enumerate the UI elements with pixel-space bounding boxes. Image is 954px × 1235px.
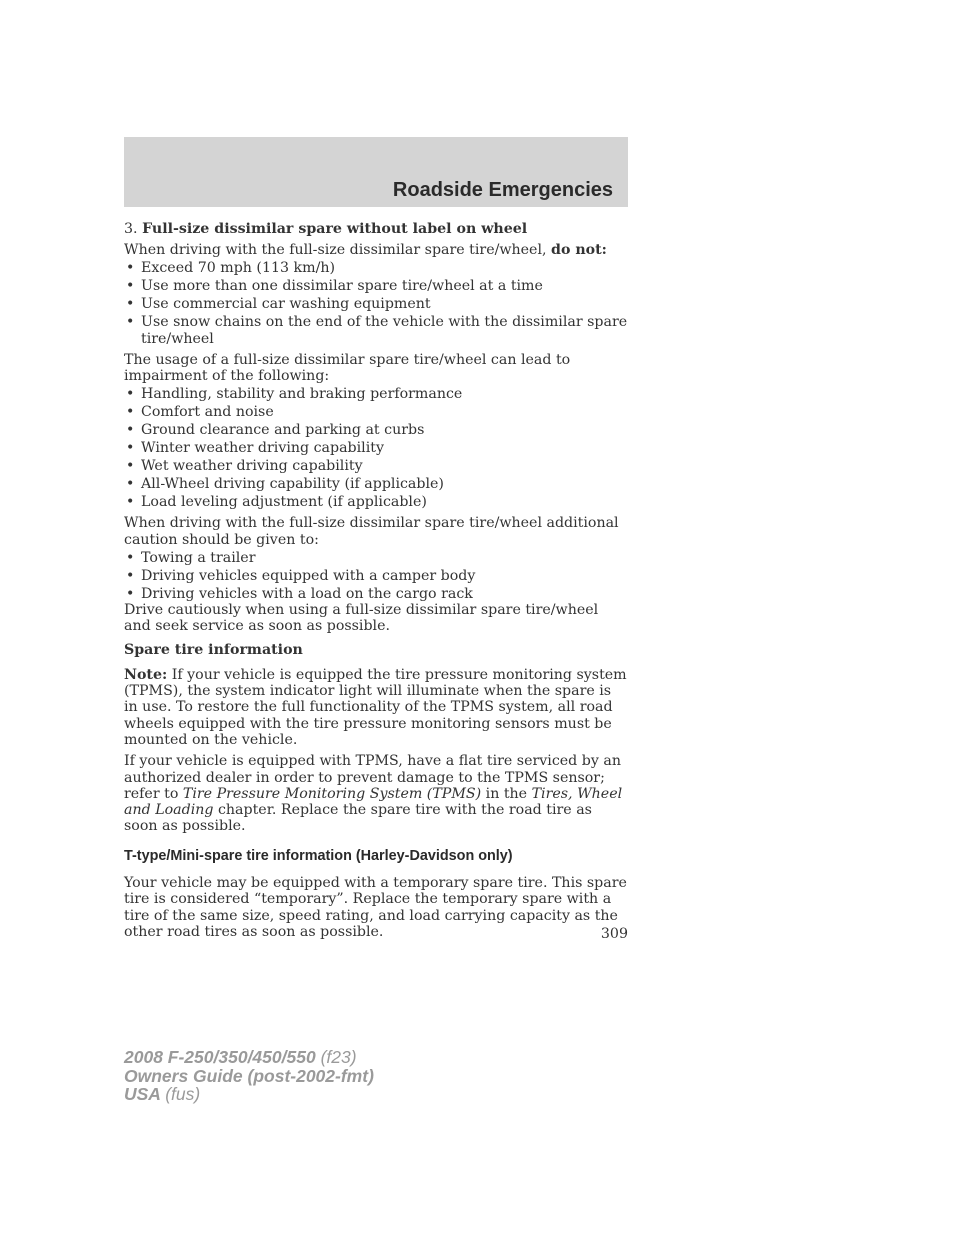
footer-line-region [124, 1085, 374, 1104]
caution-list [124, 550, 629, 602]
donts-list [124, 260, 629, 347]
list-item: • Exceed 70 mph (113 km/h) [124, 260, 629, 276]
footer-line-guide [124, 1067, 374, 1086]
list-item: • Comfort and noise [124, 404, 629, 420]
closing-paragraph: Drive cautiously when using a full-size dissimilar spare tire/wheel and seek service as soon as possible. [124, 601, 599, 635]
impairment-intro: The usage of a full-size dissimilar spare tire/wheel can lead to impairment of the following: [124, 351, 571, 385]
list-item: • Towing a trailer [124, 550, 629, 566]
page-content [124, 221, 629, 940]
tpms-text: chapter. Replace the spare tire with the road tire as soon as possible. [124, 802, 592, 835]
spare-info-heading-text: Spare tire information [124, 642, 303, 659]
list-item: • Use snow chains on the end of the vehicle with the dissimilar spare tire/wheel [124, 314, 629, 347]
footer-region-code: (fus) [165, 1084, 201, 1104]
chapter-reference: Tires, Wheel and Loading [124, 785, 623, 819]
list-item: • Load leveling adjustment (if applicable) [124, 494, 629, 510]
donts-intro [124, 242, 629, 258]
footer-model: 2008 F-250/350/450/550 [124, 1047, 316, 1067]
page-number: 309 [600, 926, 628, 942]
tpms-paragraph [124, 753, 629, 834]
caution-intro: When driving with the full-size dissimilar spare tire/wheel additional caution should be given to: [124, 515, 619, 548]
section-header-title: Roadside Emergencies [392, 179, 613, 201]
list-item: • Handling, stability and braking performance [124, 386, 629, 402]
section-number: 3. [124, 221, 138, 237]
ttype-heading: T-type/Mini-spare tire information (Harley-Davidson only) [124, 847, 513, 864]
spare-info-heading [124, 642, 629, 658]
donts-intro-bold: do not: [551, 242, 607, 259]
ttype-body: Your vehicle may be equipped with a temporary spare tire. This spare tire is considered “temporary”. Replace the temporary spare with a tire of the same size, speed rating, and load carrying capacity as the other road tires as soon as possible. [124, 875, 627, 940]
list-item: • All-Wheel driving capability (if applicable) [124, 476, 629, 492]
donts-intro-text: When driving with the full-size dissimilar spare tire/wheel, [124, 242, 547, 259]
document-footer [124, 1048, 374, 1104]
list-item: • Use more than one dissimilar spare tire/wheel at a time [124, 278, 629, 294]
list-item: • Ground clearance and parking at curbs [124, 422, 629, 438]
list-item: • Winter weather driving capability [124, 440, 629, 456]
footer-guide: Owners Guide (post-2002-fmt) [124, 1065, 374, 1086]
list-item: • Driving vehicles equipped with a camper body [124, 568, 629, 584]
footer-line-model [124, 1048, 374, 1067]
note-label: Note: [124, 666, 168, 683]
section-header-band [124, 137, 628, 207]
list-item: • Use commercial car washing equipment [124, 296, 629, 312]
tpms-reference-link: Tire Pressure Monitoring System (TPMS) [182, 785, 482, 802]
footer-region: USA [124, 1084, 161, 1104]
impairment-list [124, 386, 629, 510]
list-item: • Wet weather driving capability [124, 458, 629, 474]
section-3-heading [124, 221, 629, 237]
list-item: • Driving vehicles with a load on the cargo rack [124, 586, 629, 602]
tpms-text: in the [485, 785, 528, 802]
section-title: Full-size dissimilar spare without label on wheel [142, 221, 528, 237]
footer-model-code: (f23) [320, 1047, 357, 1067]
tpms-text: If your vehicle is equipped with TPMS, have a flat tire serviced by an authorized dealer in order to prevent damage to the TPMS sensor; refer to [124, 753, 621, 802]
note-text: If your vehicle is equipped the tire pressure monitoring system (TPMS), the system indicator light will illuminate when the spare is in use. To restore the full functionality of the TPMS system, all road wheels equipped with the tire pressure monitoring sensors must be mounted on the vehicle. [124, 666, 627, 748]
note-paragraph [124, 667, 629, 748]
